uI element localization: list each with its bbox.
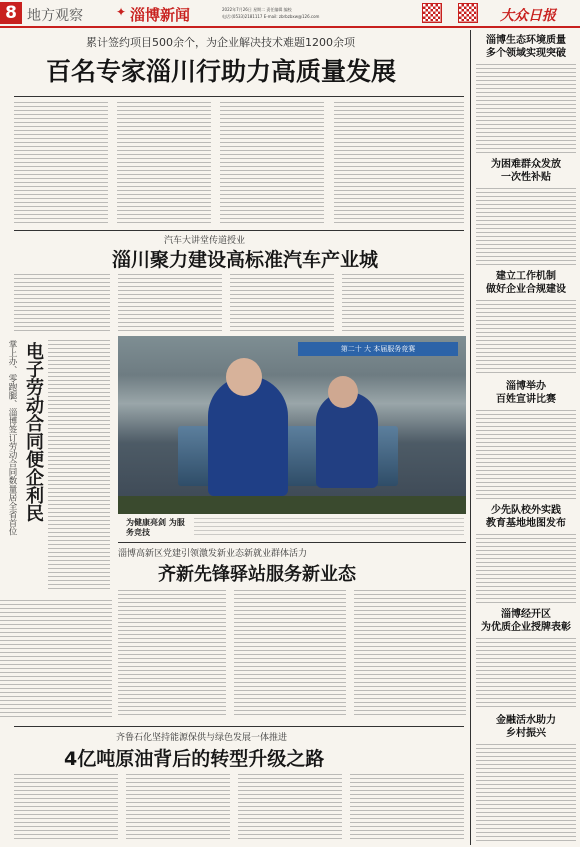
body-text (220, 102, 324, 226)
date-line: 2022年7月26日 星期二 责任编辑 编校 (222, 7, 292, 12)
labor-subheadline: 掌上办、零跑腿、淄博签订劳动合同数量居全省首位 (7, 340, 17, 536)
body-text (476, 534, 576, 604)
auto-kicker: 汽车大讲堂传道授业 (164, 236, 246, 246)
auto-article (14, 230, 464, 334)
oil-kicker: 齐鲁石化坚持能源保供与绿色发展一体推进 (116, 733, 288, 743)
page-number: 8 (5, 3, 17, 23)
body-text (117, 102, 211, 226)
news-photo (118, 336, 466, 514)
labor-headline: 电子劳动合同便企利民 (23, 342, 44, 522)
body-text (354, 590, 466, 718)
sidebar-divider (470, 30, 471, 845)
lead-kicker: 累计签约项目500余个，为企业解决技术难题1200余项 (86, 36, 355, 49)
station-article (118, 542, 466, 722)
sidebar-item-title: 建立工作机制 做好企业合规建设 (486, 271, 566, 295)
lead-headline: 百名专家淄川行助力高质量发展 (46, 57, 397, 86)
auto-headline: 淄川聚力建设高标准汽车产业城 (112, 249, 379, 271)
body-text (476, 64, 576, 156)
masthead (0, 0, 580, 26)
labor-contract-article (0, 336, 112, 596)
lead-article (14, 30, 464, 230)
body-text (14, 774, 118, 842)
qr-code-icon (458, 3, 478, 23)
body-text (476, 410, 576, 500)
edition-label: 淄博新闻 (130, 6, 191, 24)
body-text (334, 102, 464, 226)
banner-text: 第二十 大 本届服务竞赛 (340, 345, 416, 353)
sidebar-item-title: 淄博生态环境质量 多个领域实现突破 (486, 35, 566, 59)
body-text (238, 774, 342, 842)
sidebar-item-title: 淄博经开区 为优质企业授牌表彰 (481, 609, 571, 633)
worker-head (226, 358, 262, 396)
body-text (476, 744, 576, 842)
star-icon: ✦ (116, 5, 127, 19)
divider (14, 726, 464, 727)
divider (14, 230, 464, 231)
oil-article (14, 726, 464, 844)
sidebar-item-title: 少先队校外实践 教育基地地图发布 (486, 505, 566, 529)
body-text (230, 274, 334, 332)
page-number-box (0, 2, 22, 24)
sidebar (474, 30, 578, 845)
newspaper-logo: 大众日报 (500, 8, 556, 24)
photo-caption-text (194, 518, 464, 538)
body-text (0, 600, 112, 720)
qr-code-icon (422, 3, 442, 23)
body-text (48, 340, 110, 590)
divider (118, 542, 466, 543)
photo-caption-box (118, 516, 466, 540)
body-text (126, 774, 230, 842)
photo-background (118, 336, 466, 514)
body-text (14, 102, 108, 226)
body-text (476, 638, 576, 710)
station-kicker: 淄博高新区党建引领激发新业态新就业群体活力 (118, 549, 308, 559)
sidebar-item-title: 为困难群众发放 一次性补贴 (491, 159, 561, 183)
sidebar-item-title: 淄博举办 百姓宣讲比赛 (496, 381, 556, 405)
body-text (350, 774, 464, 842)
sidebar-item-title: 金融活水助力 乡村振兴 (496, 715, 556, 739)
station-headline: 齐新先锋驿站服务新业态 (158, 564, 356, 585)
contact-line: 电话:(0533)2181117 E-mail: zbrbzbxw@126.com (222, 14, 320, 19)
body-text (342, 274, 464, 332)
body-text (476, 188, 576, 266)
photo-caption-title: 为健康亮剑 为服务竞技 (126, 518, 185, 537)
divider (14, 96, 464, 97)
body-text (234, 590, 346, 718)
oil-headline: 4亿吨原油背后的转型升级之路 (64, 748, 325, 770)
body-text (118, 274, 222, 332)
body-text (476, 300, 576, 376)
header-rule (0, 26, 580, 28)
section-label: 地方观察 (27, 8, 83, 24)
worker-head (328, 376, 358, 408)
banner (298, 342, 458, 356)
body-text (14, 274, 110, 332)
body-text (118, 590, 226, 718)
floor-stripe (118, 496, 466, 514)
